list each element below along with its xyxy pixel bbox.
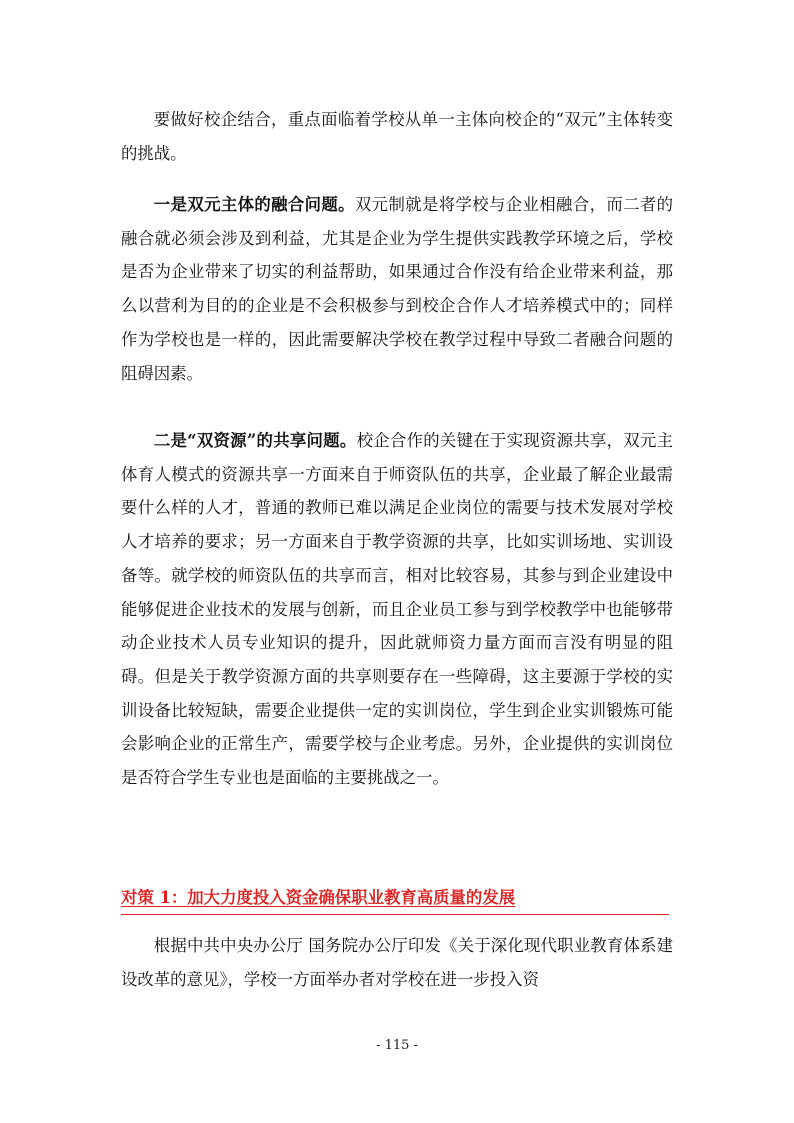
- strategy-heading-text: 对策 1：加大力度投入资金确保职业教育高质量的发展: [121, 888, 516, 907]
- section-1-paragraph: [121, 188, 673, 390]
- final-paragraph: 根据中共中央办公厅 国务院办公厅印发《关于深化现代职业教育体系建设改革的意见》，学校一方面举办者对学校在进一步投入资: [121, 936, 673, 989]
- section-2-paragraph: [121, 424, 673, 795]
- section-1-text: 双元制就是将学校与企业相融合，而二者的融合就必须会涉及到利益，尤其是企业为学生提供实践教学环境之后，学校是否为企业带来了切实的利益帮助，如果通过合作没有给企业带来利益，那么以营利为目的的企业是不会积极参与到校企合作人才培养模式中的；同样作为学校也是一样的，因此需要解决学校在教学过程中导致二者融合问题的阻碍因素。: [121, 195, 673, 383]
- section-1-lead: 一是双元主体的融合问题。: [153, 195, 355, 214]
- section-2-lead: 二是“双资源”的共享问题。: [153, 431, 357, 450]
- intro-paragraph: 要做好校企结合，重点面临着学校从单一主体向校企的“双元”主体转变的挑战。: [121, 110, 673, 163]
- page-number: - 115 -: [376, 1038, 418, 1053]
- strategy-heading: [121, 881, 669, 915]
- section-2-text: 校企合作的关键在于实现资源共享，双元主体育人模式的资源共享一方面来自于师资队伍的共享，企业最了解企业最需要什么样的人才，普通的教师已难以满足企业岗位的需要与技术发展对学校人才培养的要求；另一方面来自于教学资源的共享，比如实训场地、实训设备等。就学校的师资队伍的共享而言，相对比较容易，其参与到企业建设中能够促进企业技术的发展与创新，而且企业员工参与到学校教学中也能够带动企业技术人员专业知识的提升，因此就师资力量方面而言没有明显的阻碍。但是关于教学资源方面的共享则要存在一些障碍，这主要源于学校的实训设备比较短缺，需要企业提供一定的实训岗位，学生到企业实训锻炼可能会影响企业的正常生产，需要学校与企业考虑。另外，企业提供的实训岗位是否符合学生专业也是面临的主要挑战之一。: [121, 431, 674, 788]
